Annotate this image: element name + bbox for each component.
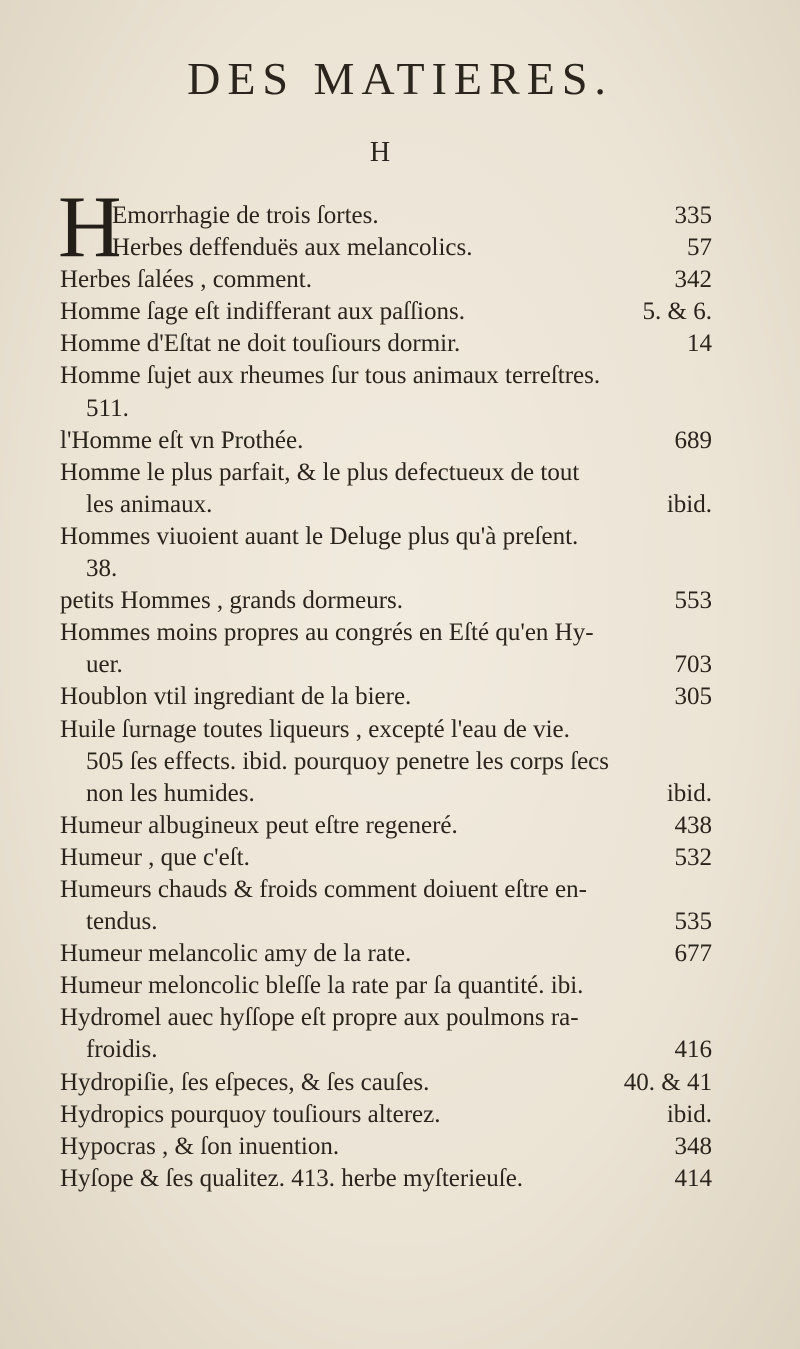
index-entries [0, 200, 800, 1195]
page-ref: ibid. [666, 490, 712, 518]
index-line [0, 1131, 800, 1163]
page-ref: 532 [674, 843, 712, 871]
index-line [0, 1099, 800, 1131]
entry-text: Humeur melancolic amy de la rate. [60, 940, 412, 968]
entry-text: 511. [86, 394, 129, 422]
index-line [0, 360, 800, 392]
page-ref: 57 [687, 234, 712, 262]
entry-text: Humeur meloncolic bleſſe la rate par ſa quantité. ibi. [60, 972, 584, 1000]
index-line [0, 264, 800, 296]
page-ref: 305 [674, 683, 712, 711]
entry-text: Emorrhagie de trois ſortes. [112, 202, 379, 229]
entry-text: Hypocras , & ſon inuention. [60, 1132, 340, 1160]
entry-text: Homme le plus parfait, & le plus defectueux de tout [60, 458, 580, 486]
index-line [0, 778, 800, 810]
entry-text: l'Homme eſt vn Prothée. [60, 426, 304, 454]
index-line [0, 200, 800, 232]
section-letter: H [369, 137, 391, 168]
entry-text: Homme d'Eſtat ne doit touſiours dormir. [60, 330, 461, 358]
running-head-title: DES MATIERES. [187, 53, 613, 104]
page-ref: ibid. [666, 1100, 712, 1128]
index-line [0, 489, 800, 521]
entry-text: Hydropiſie, ſes eſpeces, & ſes cauſes. [60, 1068, 430, 1096]
entry-text: Hommes moins propres au congrés en Eſté qu'en Hy- [60, 619, 594, 647]
index-line [0, 874, 800, 906]
page-ref: ibid. [666, 779, 712, 807]
index-line [0, 1163, 800, 1195]
page-ref: 348 [674, 1132, 712, 1160]
entry-text: Humeurs chauds & froids comment doiuent eſtre en- [60, 875, 587, 903]
page-ref: 40. & 41 [623, 1068, 712, 1096]
index-line [0, 393, 800, 425]
page-ref: 553 [674, 587, 712, 615]
drop-cap: H [58, 179, 122, 276]
page-ref: 5. & 6. [642, 298, 712, 326]
index-line [0, 328, 800, 360]
entry-text: froidis. [86, 1036, 158, 1064]
page-ref: 335 [674, 202, 712, 229]
entry-text: les animaux. [86, 490, 213, 518]
page-ref: 535 [674, 908, 712, 936]
entry-text: Homme ſujet aux rheumes ſur tous animaux terreſtres. [60, 362, 601, 390]
index-line [0, 842, 800, 874]
entry-text: Humeur albugineux peut eſtre regeneré. [60, 811, 458, 839]
index-line [0, 649, 800, 681]
entry-text: 38. [86, 555, 118, 583]
entry-text: Huile ſurnage toutes liqueurs , excepté l'eau de vie. [60, 715, 570, 743]
index-line [0, 585, 800, 617]
entry-text: Humeur , que c'eſt. [60, 843, 250, 871]
index-line [0, 617, 800, 649]
entry-text: tendus. [86, 908, 158, 936]
page-ref: 416 [674, 1036, 712, 1064]
entry-text: Hommes viuoient auant le Deluge plus qu'à preſent. [60, 522, 579, 550]
index-line [0, 425, 800, 457]
index-line [0, 906, 800, 938]
index-line [0, 1002, 800, 1034]
page-ref: 414 [674, 1164, 712, 1192]
index-line [0, 1067, 800, 1099]
page-ref: 342 [674, 266, 712, 294]
page-ref: 14 [687, 330, 712, 358]
index-line [0, 1034, 800, 1066]
index-line [0, 746, 800, 778]
index-line [0, 296, 800, 328]
entry-text: Hydropics pourquoy touſiours alterez. [60, 1100, 441, 1128]
page-ref: 703 [674, 651, 712, 679]
entry-text: non les humides. [86, 779, 255, 807]
index-line [0, 553, 800, 585]
index-line [0, 970, 800, 1002]
index-line [0, 714, 800, 746]
index-line [0, 232, 800, 264]
index-line [0, 457, 800, 489]
entry-text: 505 ſes effects. ibid. pourquoy penetre les corps ſecs [86, 747, 609, 775]
entry-text: Hydromel auec hyſſope eſt propre aux poulmons ra- [60, 1004, 579, 1032]
index-line [0, 938, 800, 970]
entry-text: Hyſope & ſes qualitez. 413. herbe myſterieuſe. [60, 1164, 524, 1192]
index-line [0, 521, 800, 553]
entry-text: Herbes ſalées , comment. [60, 266, 312, 294]
entry-text: Homme ſage eſt indifferant aux paſſions. [60, 298, 465, 326]
entry-text: Houblon vtil ingrediant de la biere. [60, 683, 412, 711]
page-ref: 438 [674, 811, 712, 839]
page-ref: 677 [674, 940, 712, 968]
entry-text: petits Hommes , grands dormeurs. [60, 587, 404, 615]
index-line [0, 810, 800, 842]
page-ref: 689 [674, 426, 712, 454]
index-line [0, 681, 800, 713]
entry-text: Herbes deffenduës aux melancolics. [112, 234, 473, 262]
entry-text: uer. [86, 651, 123, 679]
